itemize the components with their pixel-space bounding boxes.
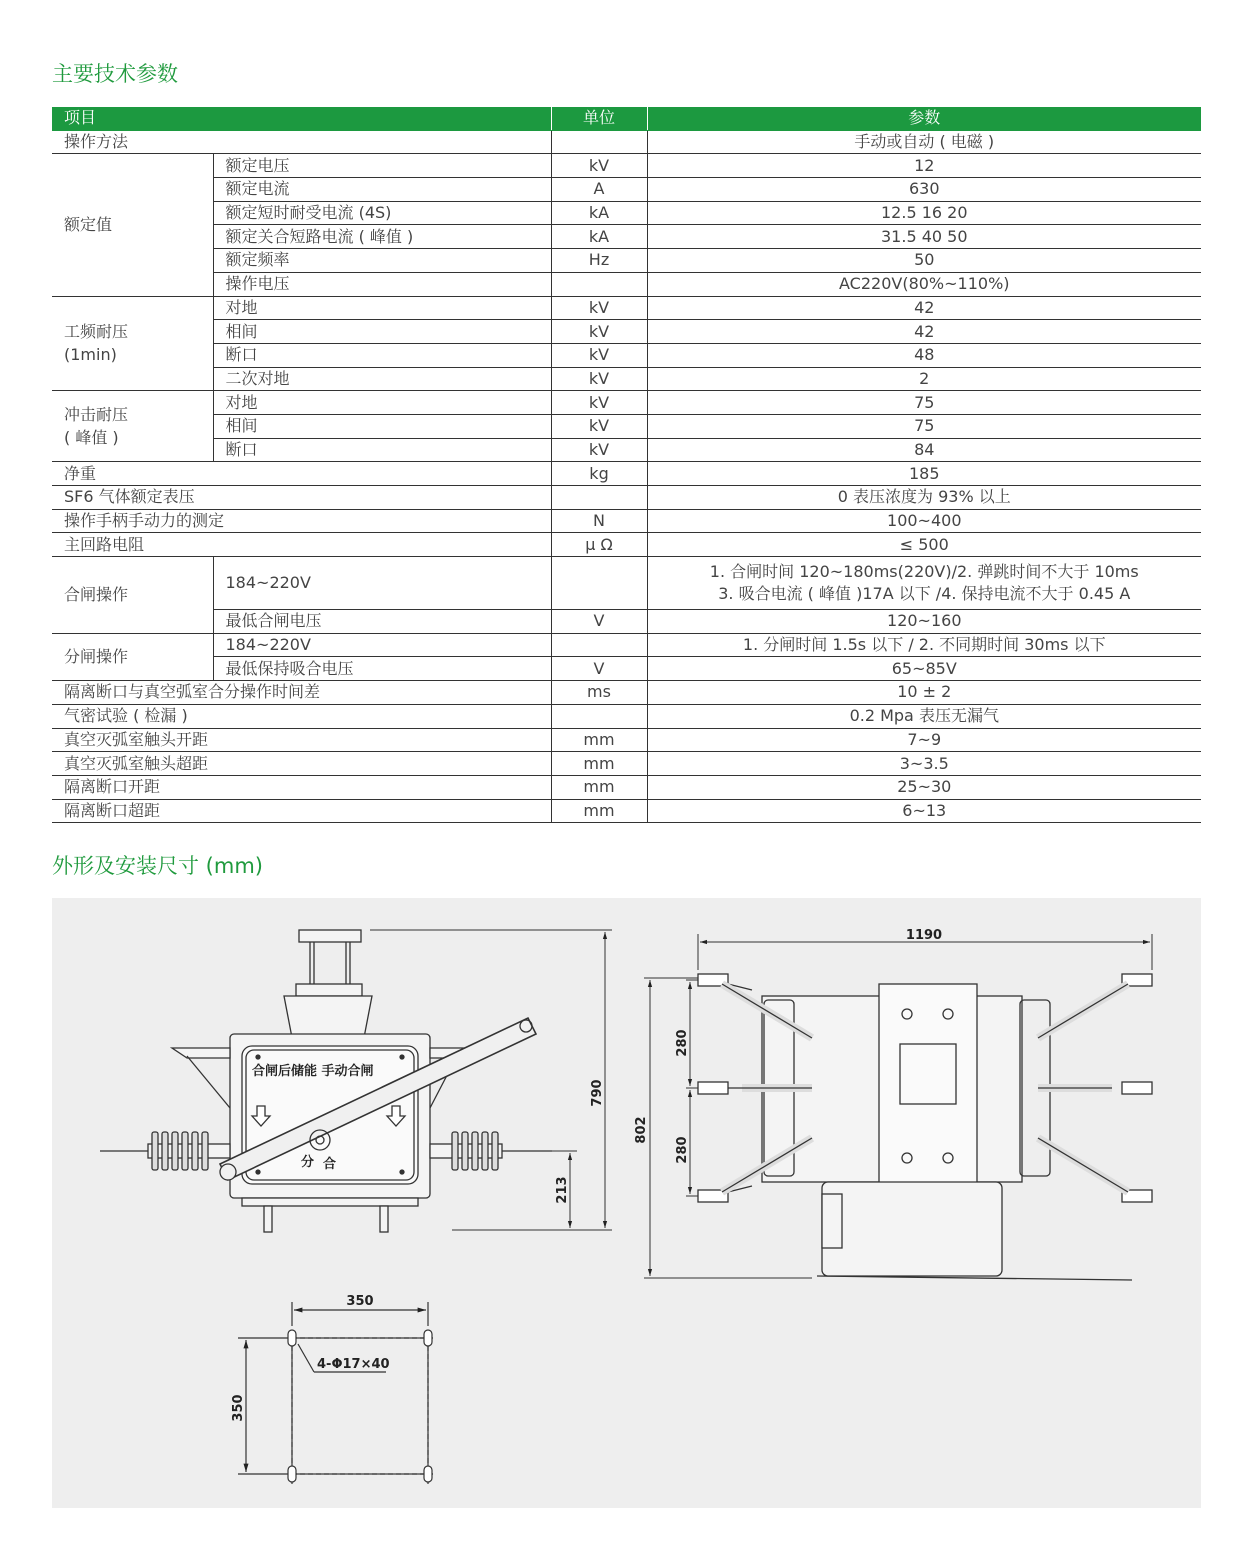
- front-close-label: 合: [323, 1157, 337, 1172]
- table-row: [52, 130, 1201, 154]
- table-row: [52, 154, 1201, 178]
- row-label: 对地: [213, 391, 551, 415]
- row-unit: kV: [551, 320, 647, 344]
- row-value: 84: [647, 438, 1201, 462]
- mounting-plan-drawing: [238, 1302, 436, 1484]
- row-unit: [551, 272, 647, 296]
- table-row: [52, 728, 1201, 752]
- mount-width-label: 350: [346, 1294, 374, 1309]
- row-label: 相间: [213, 320, 551, 344]
- value-line1: 1. 合闸时间 120~180ms(220V)/2. 弹跳时间不大于 10ms: [709, 562, 1139, 582]
- top-width-label: 1190: [905, 928, 943, 943]
- row-label: 最低保持吸合电压: [213, 657, 551, 681]
- table-row: [52, 367, 1201, 391]
- row-value: 2: [647, 367, 1201, 391]
- mount-depth-label: 350: [231, 1394, 246, 1422]
- row-value: 42: [647, 296, 1201, 320]
- row-label: 相间: [213, 414, 551, 438]
- row-unit: mm: [551, 799, 647, 823]
- row-unit: mm: [551, 752, 647, 776]
- row-unit: μ Ω: [551, 533, 647, 557]
- row-value: 0 表压浓度为 93% 以上: [647, 486, 1201, 510]
- row-label: 额定短时耐受电流 (4S): [213, 201, 551, 225]
- row-value: 6~13: [647, 799, 1201, 823]
- row-label: 真空灭弧室触头开距: [52, 728, 551, 752]
- row-value: 100~400: [647, 509, 1201, 533]
- table-row: [52, 320, 1201, 344]
- table-row: [52, 272, 1201, 296]
- header-unit: 单位: [551, 107, 647, 130]
- table-row: [52, 178, 1201, 202]
- table-row: [52, 509, 1201, 533]
- row-unit: kV: [551, 438, 647, 462]
- group-label-line2: ( 峰值 ): [64, 428, 119, 448]
- group-label-impulse: [52, 391, 213, 462]
- row-unit: kV: [551, 343, 647, 367]
- table-row: [52, 249, 1201, 273]
- row-label: 隔离断口超距: [52, 799, 551, 823]
- table-row: [52, 414, 1201, 438]
- row-value: 10 ± 2: [647, 681, 1201, 705]
- front-view-drawing: [100, 930, 552, 1232]
- row-value: 31.5 40 50: [647, 225, 1201, 249]
- row-label: 净重: [52, 462, 551, 486]
- row-label: 额定电流: [213, 178, 551, 202]
- row-label: 二次对地: [213, 367, 551, 391]
- row-unit: A: [551, 178, 647, 202]
- row-unit: kV: [551, 154, 647, 178]
- row-unit: mm: [551, 728, 647, 752]
- row-label: 真空灭弧室触头超距: [52, 752, 551, 776]
- row-value: 0.2 Mpa 表压无漏气: [647, 704, 1201, 728]
- table-row: [52, 225, 1201, 249]
- table-row: [52, 557, 1201, 610]
- row-value: AC220V(80%~110%): [647, 272, 1201, 296]
- value-line2: 3. 吸合电流 ( 峰值 )17A 以下 /4. 保持电流不大于 0.45 A: [718, 584, 1131, 604]
- front-open-label: 分: [301, 1155, 315, 1170]
- row-label: 184~220V: [213, 557, 551, 610]
- top-view-drawing: [698, 974, 1152, 1280]
- top-spacing-upper-label: 280: [675, 1029, 690, 1057]
- row-value: 48: [647, 343, 1201, 367]
- row-value: 50: [647, 249, 1201, 273]
- group-label-closing: 合闸操作: [52, 557, 213, 634]
- row-unit: Hz: [551, 249, 647, 273]
- row-value: 1. 分闸时间 1.5s 以下 / 2. 不同期时间 30ms 以下: [647, 633, 1201, 657]
- section-title-dimensions: 外形及安装尺寸 (mm): [52, 854, 263, 878]
- row-value: 手动或自动 ( 电磁 ): [647, 130, 1201, 154]
- row-unit: kV: [551, 391, 647, 415]
- row-label: 操作方法: [52, 130, 551, 154]
- table-row: [52, 533, 1201, 557]
- row-label: 断口: [213, 438, 551, 462]
- row-value: 185: [647, 462, 1201, 486]
- table-row: [52, 486, 1201, 510]
- row-unit: ms: [551, 681, 647, 705]
- row-value: 75: [647, 414, 1201, 438]
- table-row: [52, 775, 1201, 799]
- row-label: 气密试验 ( 检漏 ): [52, 704, 551, 728]
- front-height-label: 790: [590, 1079, 605, 1107]
- table-row: [52, 633, 1201, 657]
- row-label: 操作电压: [213, 272, 551, 296]
- row-unit: kA: [551, 201, 647, 225]
- table-row: [52, 462, 1201, 486]
- row-value: [647, 557, 1201, 610]
- header-param: 参数: [647, 107, 1201, 130]
- row-label: 操作手柄手动力的测定: [52, 509, 551, 533]
- row-label: 额定电压: [213, 154, 551, 178]
- table-row: [52, 201, 1201, 225]
- top-depth-label: 802: [634, 1116, 649, 1144]
- row-unit: [551, 633, 647, 657]
- group-label-line1: 冲击耐压: [64, 405, 129, 425]
- row-unit: V: [551, 657, 647, 681]
- row-unit: kg: [551, 462, 647, 486]
- row-label: 断口: [213, 343, 551, 367]
- row-label: 最低合闸电压: [213, 610, 551, 634]
- table-row: [52, 657, 1201, 681]
- table-row: [52, 752, 1201, 776]
- section-title-specs: 主要技术参数: [52, 62, 178, 86]
- table-row: [52, 681, 1201, 705]
- row-value: 25~30: [647, 775, 1201, 799]
- row-label: 184~220V: [213, 633, 551, 657]
- mount-holes-label: 4-Φ17×40: [317, 1357, 390, 1372]
- table-row: [52, 799, 1201, 823]
- top-spacing-lower-label: 280: [675, 1136, 690, 1164]
- group-label-rated: 额定值: [52, 154, 213, 296]
- front-panel-label: 合闸后储能 手动合闸: [252, 1064, 374, 1079]
- table-row: [52, 704, 1201, 728]
- row-label: 隔离断口与真空弧室合分操作时间差: [52, 681, 551, 705]
- group-label-line1: 工频耐压: [64, 322, 129, 342]
- row-value: 7~9: [647, 728, 1201, 752]
- row-label: 对地: [213, 296, 551, 320]
- row-unit: N: [551, 509, 647, 533]
- group-label-opening: 分闸操作: [52, 633, 213, 680]
- front-base-height-label: 213: [555, 1176, 570, 1204]
- row-unit: [551, 486, 647, 510]
- row-value: 3~3.5: [647, 752, 1201, 776]
- row-value: 65~85V: [647, 657, 1201, 681]
- row-value: 12.5 16 20: [647, 201, 1201, 225]
- row-label: 主回路电阻: [52, 533, 551, 557]
- spec-table: [52, 107, 1201, 823]
- row-value: 630: [647, 178, 1201, 202]
- technical-drawing-svg: [52, 898, 1201, 1508]
- row-value: 120~160: [647, 610, 1201, 634]
- table-header-row: [52, 107, 1201, 130]
- row-label: 额定频率: [213, 249, 551, 273]
- row-unit: mm: [551, 775, 647, 799]
- table-row: [52, 610, 1201, 634]
- row-unit: kV: [551, 414, 647, 438]
- group-label-line2: (1min): [64, 345, 117, 365]
- row-value: 42: [647, 320, 1201, 344]
- row-value: 12: [647, 154, 1201, 178]
- row-value: 75: [647, 391, 1201, 415]
- row-unit: kV: [551, 296, 647, 320]
- row-label: 隔离断口开距: [52, 775, 551, 799]
- row-label: SF6 气体额定表压: [52, 486, 551, 510]
- table-row: [52, 296, 1201, 320]
- row-unit: kV: [551, 367, 647, 391]
- dimension-drawings: [52, 898, 1201, 1508]
- row-unit: kA: [551, 225, 647, 249]
- header-item: 项目: [52, 107, 551, 130]
- table-row: [52, 438, 1201, 462]
- table-row: [52, 343, 1201, 367]
- row-label: 额定关合短路电流 ( 峰值 ): [213, 225, 551, 249]
- row-value: ≤ 500: [647, 533, 1201, 557]
- table-row: [52, 391, 1201, 415]
- row-unit: [551, 130, 647, 154]
- row-unit: [551, 704, 647, 728]
- row-unit: V: [551, 610, 647, 634]
- row-unit: [551, 557, 647, 610]
- group-label-power-frequency: [52, 296, 213, 391]
